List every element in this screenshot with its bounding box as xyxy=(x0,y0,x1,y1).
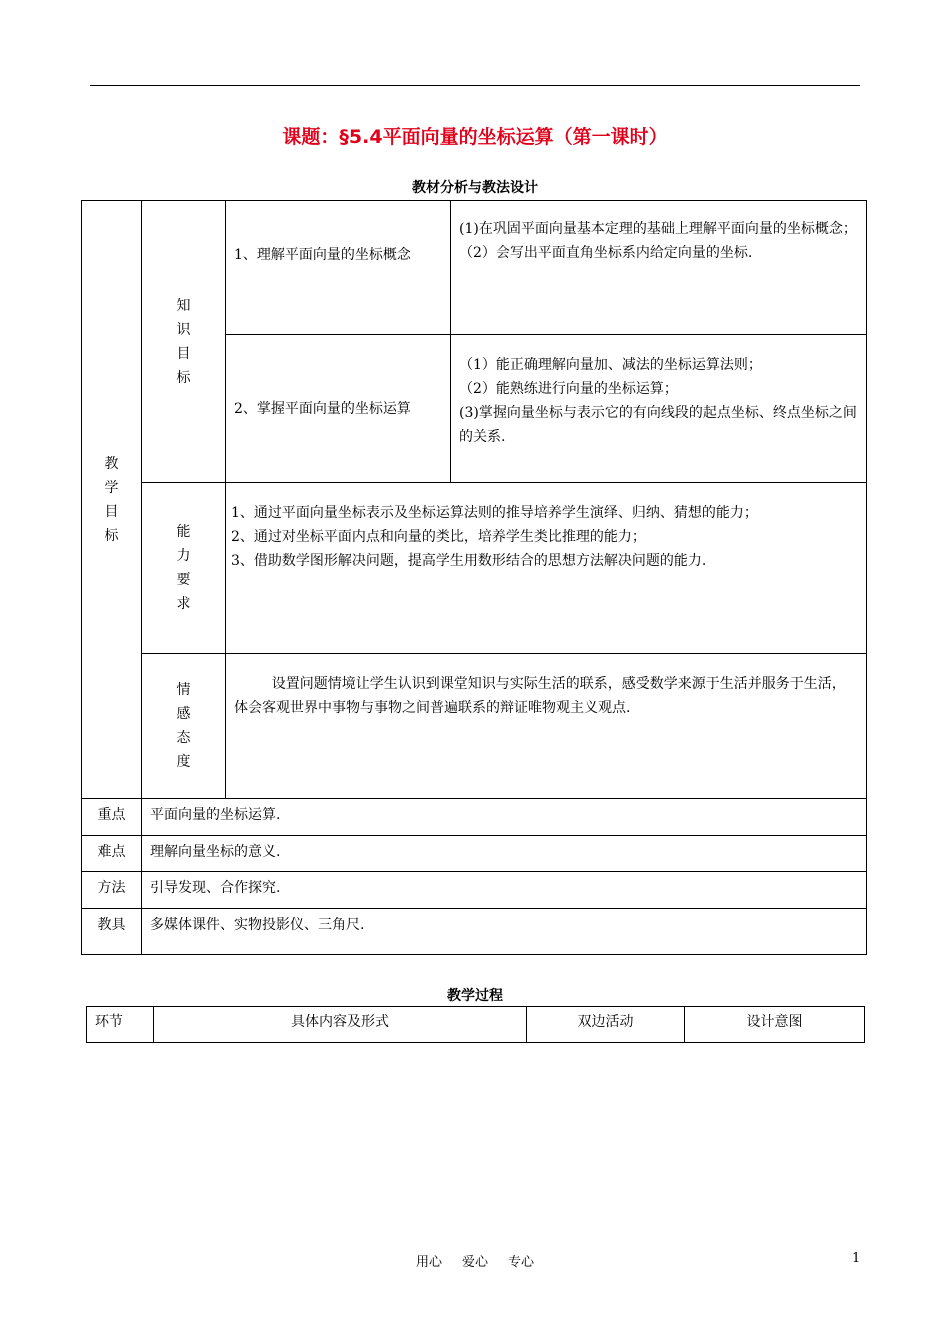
knowledge-details-1: (1)在巩固平面向量基本定理的基础上理解平面向量的坐标概念； （2）会写出平面直角坐标系内给定向量的坐标. xyxy=(451,201,867,335)
section-title-process: 教学过程 xyxy=(447,988,503,1004)
process-header-intent: 设计意图 xyxy=(685,1007,865,1043)
ability-requirements: 1、通过平面向量坐标表示及坐标运算法则的推导培养学生演绎、归纳、猜想的能力； 2、通过对坐标平面内点和向量的类比，培养学生类比推理的能力； 3、借助数学图形解决问题，提高学生用数形结合的思想方法解决问题的能力. xyxy=(226,483,867,654)
header-rule xyxy=(90,85,860,86)
emotion-text: 设置问题情境让学生认识到课堂知识与实际生活的联系，感受数学来源于生活并服务于生活，体会客观世界中事物与事物之间普遍联系的辩证唯物观主义观点. xyxy=(226,654,867,799)
row-label-tools: 教具 xyxy=(82,909,142,955)
footer-motto: 用心 爱心 专心 xyxy=(415,1255,535,1270)
row-label-difficulty: 难点 xyxy=(82,836,142,872)
page-title: 课题：§5.4平面向量的坐标运算（第一课时） xyxy=(282,126,668,148)
process-table xyxy=(86,1006,865,1043)
knowledge-details-2: （1）能正确理解向量加、减法的坐标运算法则； （2）能熟练进行向量的坐标运算； (3)掌握向量坐标与表示它的有向线段的起点坐标、终点坐标之间的关系. xyxy=(451,335,867,483)
row-label-key-point: 重点 xyxy=(82,799,142,836)
row-value-difficulty: 理解向量坐标的意义. xyxy=(142,836,867,872)
teaching-goals-label: 教 学 目 标 xyxy=(82,201,142,799)
page-number: 1 xyxy=(852,1251,861,1266)
ability-label: 能 力 要 求 xyxy=(142,483,226,654)
row-value-tools: 多媒体课件、实物投影仪、三角尺. xyxy=(142,909,867,955)
process-header-content: 具体内容及形式 xyxy=(154,1007,527,1043)
row-value-key-point: 平面向量的坐标运算. xyxy=(142,799,867,836)
analysis-table xyxy=(81,200,867,955)
knowledge-goals-label: 知 识 目 标 xyxy=(142,201,226,483)
process-header-activities: 双边活动 xyxy=(527,1007,685,1043)
row-label-method: 方法 xyxy=(82,872,142,909)
emotion-label: 情 感 态 度 xyxy=(142,654,226,799)
knowledge-topic-2: 2、掌握平面向量的坐标运算 xyxy=(226,335,451,483)
row-value-method: 引导发现、合作探究. xyxy=(142,872,867,909)
knowledge-topic-1: 1、理解平面向量的坐标概念 xyxy=(226,201,451,335)
section-title-analysis: 教材分析与教法设计 xyxy=(412,180,538,196)
process-header-stage: 环节 xyxy=(87,1007,154,1043)
